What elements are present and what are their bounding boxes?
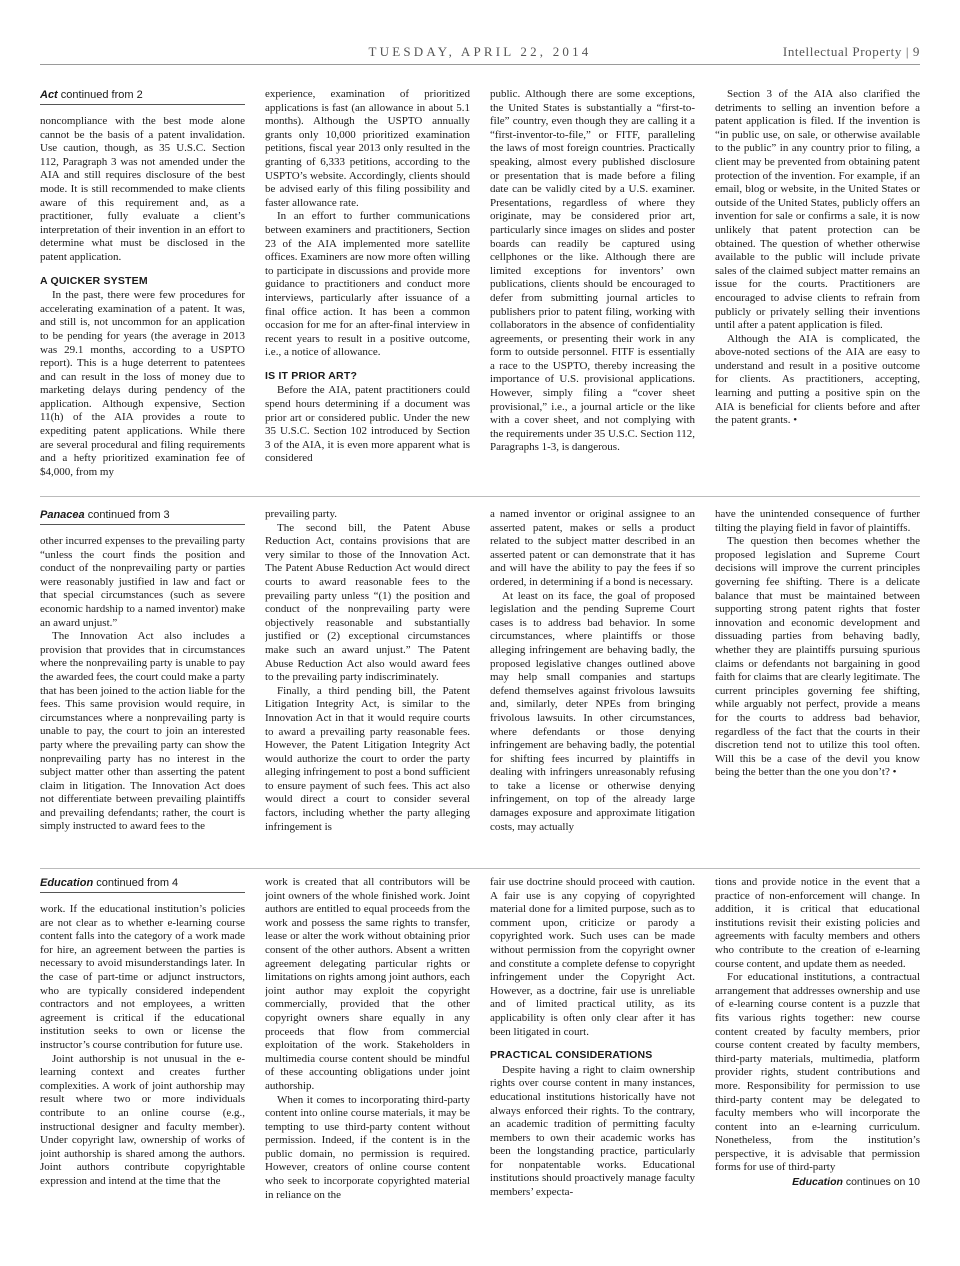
act-paragraph: In the past, there were few procedures for accelerating examination of a patent. It was, and still is, not uncommon for an application to be pending for years (the average in 2013 was 29.1 months, according to a USPTO report). This is a huge deterrent to patentees and can result in the loss of money due to marketing delays during pendency of the application. Although expensive, Section 11(h) of the AIA provides a route to expediting patent applications. While there are several procedural and filing requirements and a hefty prioritized examination fee of $4,000, from my <box>40 289 245 478</box>
panacea-paragraph: Finally, a third pending bill, the Patent Litigation Integrity Act, is similar to the Innovation Act in that it would require courts to award a prevailing party reasonable fees. However, the Patent Litigation Integrity Act would authorize the court to order the party alleging infringement to post a bond sufficient to ensure payment of such fees. This act also would direct a court to consider several factors, including whether the party alleging infringement is <box>265 684 470 833</box>
story-education <box>40 876 920 1240</box>
header-rule <box>40 64 920 65</box>
education-paragraph: work is created that all contributors will be joint owners of the whole finished work. Joint authors are entitled to equal proceeds from the work and possess the same rights to transfer, lease or alter the work without obtaining prior consent of the other authors. Absent a written agreement delegating particular rights or limitations on rights among joint authors, each joint author may exploit the copyright commercially, provided that the other copyright owners share equally in any proceeds that flow from commercial exploitation of the work. Stakeholders in multimedia course content should be mindful of these accounting obligations under joint authorship. <box>265 876 470 1092</box>
act-column-2 <box>265 88 470 484</box>
act-paragraph: experience, examination of prioritized applications is fast (an allowance in about 5.1 months). Although the USPTO annually grants only 10,000 prioritized examination petitions, fiscal year 2013 only resulted in the granting of 6,333 petitions, according to the USPTO’s website. Accordingly, clients should be advised early of this filing possibility and faster allowance rate. <box>265 88 470 209</box>
panacea-paragraph: The second bill, the Patent Abuse Reduction Act, contains provisions that are very similar to those of the Innovation Act. The Patent Abuse Reduction Act would direct courts to award reasonable fees to the prevailing party unless “(1) the position and conduct of the nonprevailing party were objectively reasonable and substantially justified or (2) exceptional circumstances make such an award unjust.” The Patent Abuse Reduction Act also would award fees to the prevailing party indiscriminately. <box>265 521 470 684</box>
education-column-4 <box>715 876 920 1240</box>
story-panacea <box>40 508 920 864</box>
education-paragraph: When it comes to incorporating third-party content into online course materials, it may be tempting to use third-party content without permission. Indeed, if the content is in the public domain, no permission is required. However, creators of online course content who seek to incorporate copyrighted material in reliance on the <box>265 1093 470 1201</box>
education-paragraph: work. If the educational institution’s policies are not clear as to whether e-learning course content falls into the category of a work made for hire, an agreement between the parties is necessary to avoid misunderstandings later. In the case of part-time or adjunct instructors, who are typically considered independent contractors and not employees, a written agreement is critical if the educational institution seeks to own or license the instructor’s course contribution for future use. <box>40 903 245 1051</box>
story-act <box>40 88 920 484</box>
education-paragraph: Joint authorship is not unusual in the e-learning context and creates further complexities. A work of joint authorship may result where two or more individuals contribute to an online course (e.g., instructional designer and faculty member). Under copyright law, ownership of works of joint authorship is shared among the authors. Joint authors contribute copyrightable expression and intend at the time that the <box>40 1052 245 1187</box>
education-paragraph: fair use doctrine should proceed with caution. A fair use is any copying of copyrighted material done for a limited purpose, such as to comment upon, criticize or parody a copyrighted work. Such uses can be made without permission from the copyright owner and constitute a complete defense to copyright infringement under the Copyright Act. However, as a doctrine, fair use is unreliable and of limited practical utility, as its applicability is often only clear after it has been litigated in court. <box>490 876 695 1038</box>
story-divider <box>40 868 920 869</box>
education-kicker-rest: continued from 4 <box>96 877 179 889</box>
panacea-kicker-title: Panacea <box>40 509 85 521</box>
act-column-3 <box>490 88 695 484</box>
education-subhead-practical-considerations: PRACTICAL CONSIDERATIONS <box>490 1049 653 1062</box>
education-kicker-title: Education <box>40 877 94 889</box>
panacea-paragraph: At least on its face, the goal of proposed legislation and the pending Supreme Court cases is to address bad behavior. In some circumstances, where plaintiffs or those alleging infringement are behaving badly, the proposed legislative changes outlined above may help small companies and startups defend themselves against frivolous lawsuits and, similarly, deter NPEs from bringing frivolous lawsuits. In other circumstances, where defendants or those denying infringement are behaving badly, the potential for shifting fees incurred by plaintiffs in dealing with infringers unreasonably refusing to take a license or otherwise denying infringement, on top of the already large damages exposure and approximate litigation costs, may actually <box>490 589 695 833</box>
panacea-kicker <box>40 508 245 525</box>
act-subhead-prior-art: IS IT PRIOR ART? <box>265 369 358 382</box>
education-cont-title: Education <box>792 1176 843 1189</box>
act-column-1 <box>40 88 245 484</box>
act-kicker-rest: continued from 2 <box>60 89 143 101</box>
issue-date: TUESDAY, APRIL 22, 2014 <box>368 44 592 59</box>
story-divider <box>40 496 920 497</box>
panacea-column-1 <box>40 508 245 864</box>
panacea-column-3 <box>490 508 695 864</box>
act-paragraph: Section 3 of the AIA also clarified the detriments to selling an invention before a patent application is filed. If the invention is “in public use, on sale, or otherwise available to the public” in any country prior to filing, a client may be prevented from obtaining patent protection of the invention. For example, if an email, blog or website, in the United States or outside of the United States, publicly offers an invention for sale or confirms a sale, it is now unlikely that patent protection can be obtained. The question of whether otherwise available to the public will include private sales of the claimed subject matter remains an issue for the courts. Practitioners are encouraged to advise clients to refrain from publicly or privately selling their inventions until after a patent application is filed. <box>715 88 920 332</box>
panacea-paragraph: prevailing party. <box>265 508 337 520</box>
act-column-4 <box>715 88 920 484</box>
panacea-paragraph: The question then becomes whether the proposed legislation and Supreme Court decisions will improve the current principles governing fee shifting. There is a delicate balance that must be maintained between supporting strong patent rights that foster innovation and economic development and dissuading parties from behaving badly, whether they are plaintiffs pursuing spurious claims or defendants not bargaining in good faith for claims that are clearly legitimate. The current principles governing fee shifting, while arguably not perfect, provide a means for the courts to address bad behavior, regardless of the fact that the courts in their discretion tend not to utilize this tool often. Will this be a case of the devil you know being the better than the one you don’t? • <box>715 535 920 779</box>
panacea-column-2 <box>265 508 470 864</box>
panacea-kicker-rest: continued from 3 <box>87 509 170 521</box>
education-cont-rest: continues on 10 <box>845 1176 920 1189</box>
act-paragraph: public. Although there are some exceptions, the United States is substantially a “first-to-file” country, even though they are calling it a “first-inventor-to-file,” or FITF, paralleling the laws of most foreign countries. Practically speaking, almost every published disclosure or presentation that is made before a filing date can be validly cited by a U.S. examiner. Presentations, regardless of where they originate, may be considered prior art, particularly since images on slides and poster boards can readily be captured using cellphones or the like. Although there are limited exceptions for inventors’ own publications, clients should be encouraged to defer from submitting journal articles to publishers prior to patent filing, working with collaborators in the absence of confidentiality agreements, or presenting their work in any form to outside personnel. FITF is essentially a race to the USPTO, thereby increasing the importance of U.S. provisional applications. However, simply filing a “cover sheet provisional,” i.e., a journal article or the like with a cover sheet, and not complying with the requirements under 35 U.S.C. Section 112, Paragraphs 1-3, is dangerous. <box>490 88 695 454</box>
panacea-paragraph: The Innovation Act also includes a provision that provides that in circumstances where the nonprevailing party is unable to pay the awarded fees, the court could make a party that has been joined to the action liable for the fees. This same provision would require, in circumstances where a nonprevailing party is unable to pay, the court to join an interested party where the prevailing party can show the nonprevailing party has no interest in the subject matter other than asserting the patent claim in litigation. The Innovation Act does not differentiate between prevailing plaintiffs and prevailing defendants; rather, the court is simply instructed to award fees to the <box>40 630 245 833</box>
education-column-1 <box>40 876 245 1240</box>
act-paragraph: Although the AIA is complicated, the above-noted sections of the AIA are easy to understand and result in a positive outcome for clients. As practitioners, accepting, learning and putting a positive spin on the AIA is beneficial for clients before and after the patent grants. • <box>715 332 920 427</box>
panacea-column-4 <box>715 508 920 864</box>
section-page-label: Intellectual Property | 9 <box>782 44 920 59</box>
act-subhead-quicker-system: A QUICKER SYSTEM <box>40 274 148 287</box>
act-kicker-title: Act <box>40 89 58 101</box>
act-paragraph: In an effort to further communications between examiners and practitioners, Section 23 of the AIA implemented more satellite offices. Examiners are now more often willing to participate in discussions and provide more guidance to practitioners and conduct more interviews, particularly after issuance of a final office action. It has been a common occasion for me for an after-final interview in recent years to result in a positive outcome, i.e., a notice of allowance. <box>265 210 470 359</box>
panacea-paragraph: other incurred expenses to the prevailing party “unless the court finds the position and conduct of the nonprevailing party or parties were reasonably justified in law and fact or that special circumstances (such as severe economic hardship to a named inventor) make an award unjust.” <box>40 535 245 629</box>
act-kicker <box>40 88 245 105</box>
act-paragraph: noncompliance with the best mode alone cannot be the basis of a patent invalidation. Use caution, though, as 35 U.S.C. Section 112, Paragraph 3 was not amended under the AIA and still requires disclosure of the best mode. It is still recommended to make clients aware of this requirement and, as a practitioner, fully evaluate a client’s interpretation of their invention in an effort to determine what must be disclosed in the patent application. <box>40 115 245 263</box>
page-header <box>40 42 920 66</box>
panacea-paragraph: a named inventor or original assignee to an asserted patent, makes or sells a product related to the subject matter described in an asserted patent or can demonstrate that it has and will have the ability to pay the fees if so ordered, in determining if a bond is necessary. <box>490 508 695 588</box>
education-column-3 <box>490 876 695 1240</box>
education-continued-note <box>715 1176 920 1190</box>
panacea-paragraph: have the unintended consequence of further tilting the playing field in favor of plaintiffs. <box>715 508 920 534</box>
education-paragraph: For educational institutions, a contractual arrangement that addresses ownership and use of e-learning course content is a puzzle that fits various rights together: new course content created by faculty members, prior course content created by faculty members, third-party materials, multimedia, platform provider rights, student contributions and more. Responsibility for permission to use third-party content may be delegated to faculty members who will incorporate the content into an e-learning curriculum. Nonetheless, from the institution’s perspective, it is advisable that permission forms for use of third-party <box>715 971 920 1174</box>
education-paragraph: Despite having a right to claim ownership rights over course content in many instances, educational institutions historically have not always enforced their rights. To the contrary, an academic tradition of permitting faculty members to own their academic works has been the longstanding practice, particularly for nonpatentable works. Educational institutions should proactively manage faculty members’ expecta- <box>490 1063 695 1199</box>
act-paragraph: Before the AIA, patent practitioners could spend hours determining if a document was prior art or considered public. Under the new 35 U.S.C. Section 102 introduced by Section 3 of the AIA, it is even more apparent what is considered <box>265 384 470 465</box>
education-column-2 <box>265 876 470 1240</box>
education-paragraph: tions and provide notice in the event that a practice of non-enforcement will change. In addition, it is critical that educational institutions revisit their existing policies and agreements with faculty members and others who contribute to the creation of e-learning course content, and update them as needed. <box>715 876 920 970</box>
education-kicker <box>40 876 245 893</box>
